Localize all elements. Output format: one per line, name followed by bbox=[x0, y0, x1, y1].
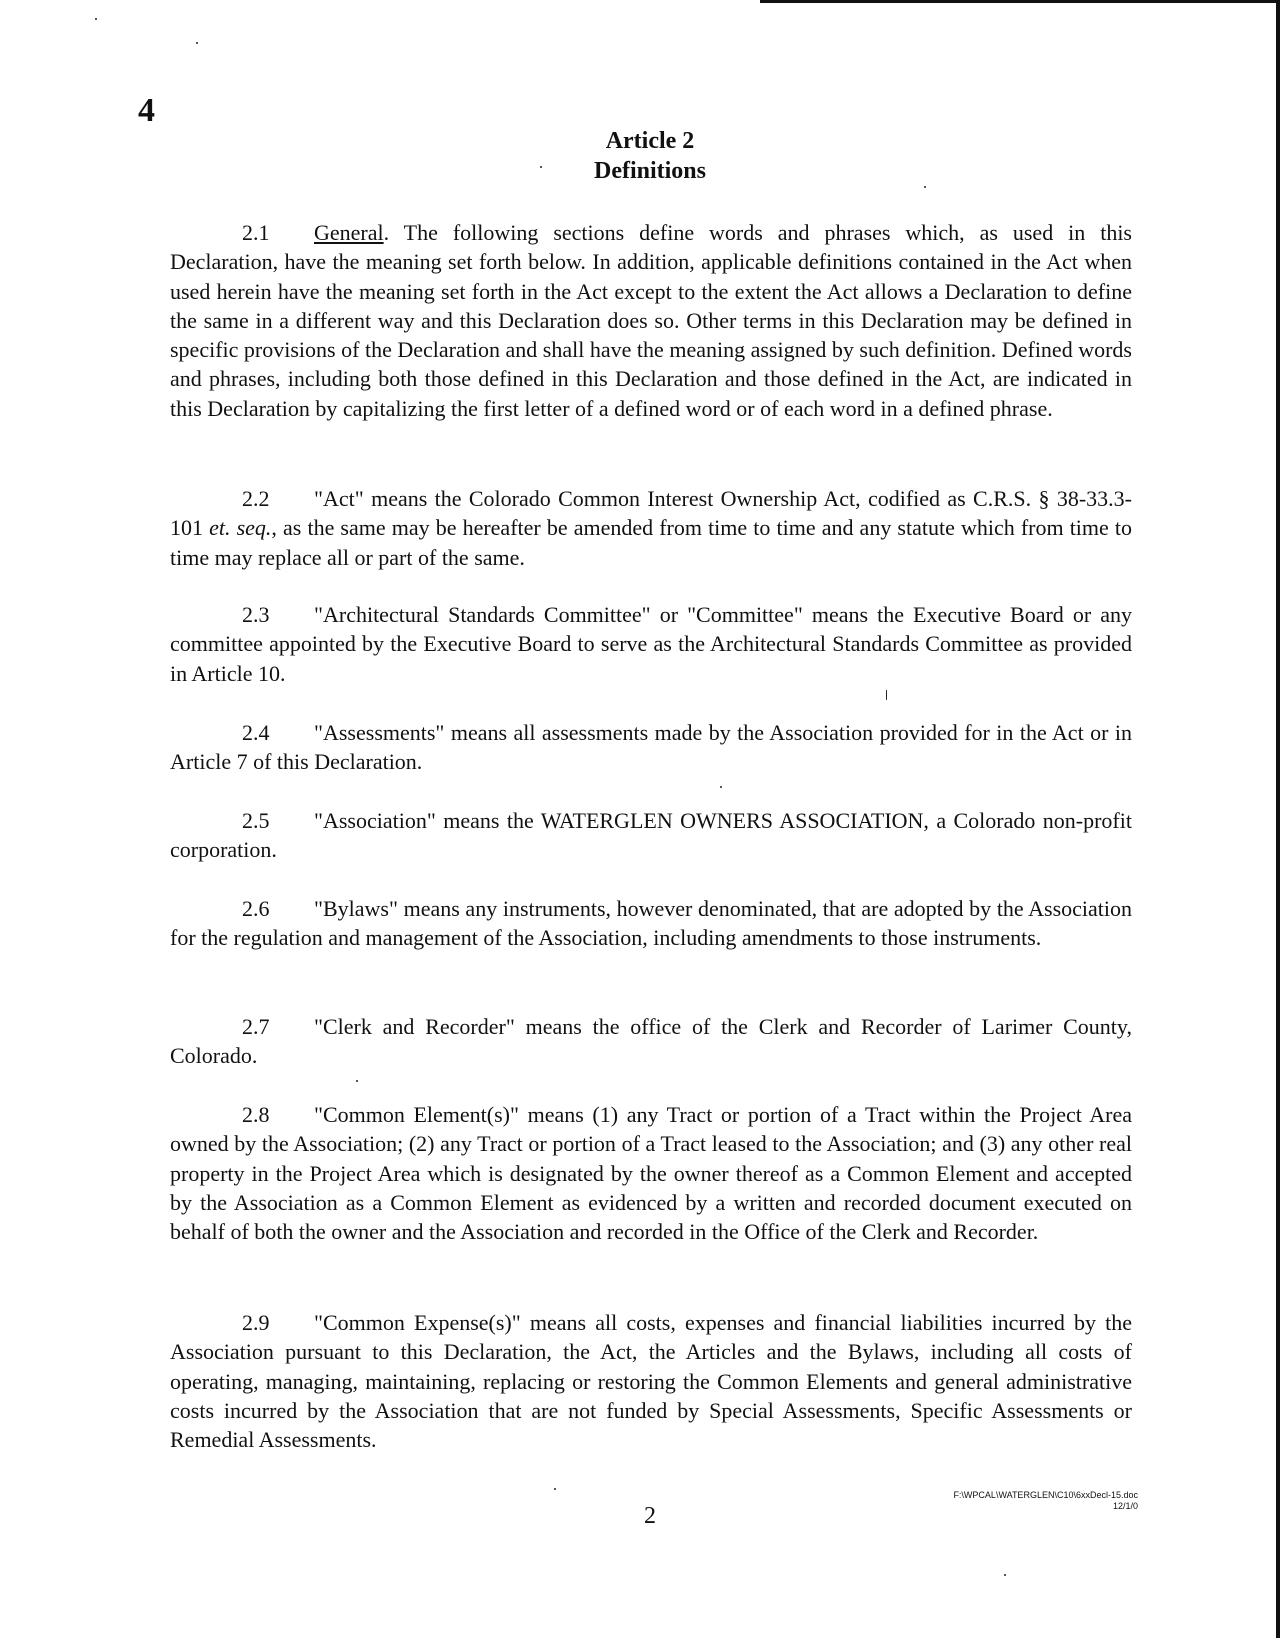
scan-speck bbox=[540, 166, 542, 168]
article-title: Definitions bbox=[593, 158, 706, 184]
scan-edge-top bbox=[760, 0, 1280, 3]
section-2-6 bbox=[170, 894, 1132, 953]
section-number: 2.9 bbox=[242, 1310, 270, 1335]
footer-path: F:\WPCAL\WATERGLEN\C10\6xxDecl-15.doc bbox=[953, 1490, 1138, 1500]
section-text: "Assessments" means all assessments made by the Association provided for in the Act or in Article 7 of this Declaration. bbox=[170, 720, 1132, 775]
section-2-7 bbox=[170, 1012, 1132, 1071]
footer-date: 12/1/0 bbox=[1112, 1501, 1138, 1511]
section-number: 2.4 bbox=[242, 720, 270, 745]
section-number: 2.1 bbox=[242, 220, 270, 245]
scan-speck bbox=[356, 1080, 358, 1082]
section-text: "Common Element(s)" means (1) any Tract or portion of a Tract within the Project Area owned by the Association; (2) any Tract or portion of a Tract leased to the Association; and (3) any other real property in the Project Area which is designated by the owner thereof as a Common Element and accepted by the Association as a Common Element as evidenced by a written and recorded document executed on behalf of both the owner and the Association and recorded in the Office of the Clerk and Recorder. bbox=[170, 1102, 1132, 1245]
section-number: 2.8 bbox=[242, 1102, 270, 1127]
section-2-2 bbox=[170, 484, 1132, 572]
section-text: "Act" means the Colorado Common Interest Ownership Act, codified as C.R.S. § 38-33.3-101 bbox=[170, 486, 1132, 541]
scan-speck bbox=[886, 690, 887, 700]
section-2-4 bbox=[170, 718, 1132, 777]
section-number: 2.6 bbox=[242, 896, 270, 921]
section-2-5 bbox=[170, 806, 1132, 865]
article-heading: Article 2 bbox=[605, 128, 695, 154]
section-text: "Common Expense(s)" means all costs, expenses and financial liabilities incurred by the Association pursuant to this Declaration, the Act, the Articles and the Bylaws, including all costs of operating, managing, maintaining, replacing or restoring the Common Elements and general administrative costs incurred by the Association that are not funded by Special Assessments, Specific Assessments or Remedial Assessments. bbox=[170, 1310, 1132, 1453]
page-number: 2 bbox=[644, 1503, 656, 1529]
section-2-1 bbox=[170, 218, 1132, 423]
section-number: 2.3 bbox=[242, 602, 270, 627]
scan-speck bbox=[95, 18, 97, 20]
scan-speck bbox=[196, 42, 198, 44]
scan-edge-right bbox=[1276, 0, 1280, 1638]
section-2-8 bbox=[170, 1100, 1132, 1246]
section-number: 2.7 bbox=[242, 1014, 270, 1039]
scan-speck bbox=[720, 786, 722, 788]
section-text-cont: , as the same may be hereafter be amended from time to time and any statute which from time to time may replace all or part of the same. bbox=[170, 515, 1133, 570]
section-text: "Association" means the WATERGLEN OWNERS ASSOCIATION, a Colorado non-profit corporation. bbox=[170, 808, 1132, 863]
marginal-mark: 4 bbox=[138, 92, 155, 129]
scan-speck bbox=[554, 1488, 556, 1490]
scan-speck bbox=[924, 186, 926, 188]
section-text: "Architectural Standards Committee" or "Committee" means the Executive Board or any committee appointed by the Executive Board to serve as the Architectural Standards Committee as provided in Article 10. bbox=[170, 602, 1132, 686]
section-2-9 bbox=[170, 1308, 1132, 1454]
section-number: 2.2 bbox=[242, 486, 270, 511]
section-text: "Bylaws" means any instruments, however denominated, that are adopted by the Association for the regulation and management of the Association, including amendments to those instruments. bbox=[170, 896, 1132, 951]
section-text-italic: et. seq. bbox=[209, 515, 272, 541]
section-2-3 bbox=[170, 600, 1132, 688]
scan-speck bbox=[1004, 1574, 1006, 1576]
section-number: 2.5 bbox=[242, 808, 270, 833]
section-text: . The following sections define words and phrases which, as used in this Declaration, have the meaning set forth below. In addition, applicable definitions contained in the Act when used herein have the meaning set forth in the Act except to the extent the Act allows a Declaration to define the same in a different way and this Declaration does so. Other terms in this Declaration may be defined in specific provisions of the Declaration and shall have the meaning assigned by such definition. Defined words and phrases, including both those defined in this Declaration and those defined in the Act, are indicated in this Declaration by capitalizing the first letter of a defined word or of each word in a defined phrase. bbox=[170, 220, 1132, 421]
section-text: "Clerk and Recorder" means the office of the Clerk and Recorder of Larimer County, Colorado. bbox=[170, 1014, 1132, 1069]
section-label: General bbox=[314, 220, 384, 245]
